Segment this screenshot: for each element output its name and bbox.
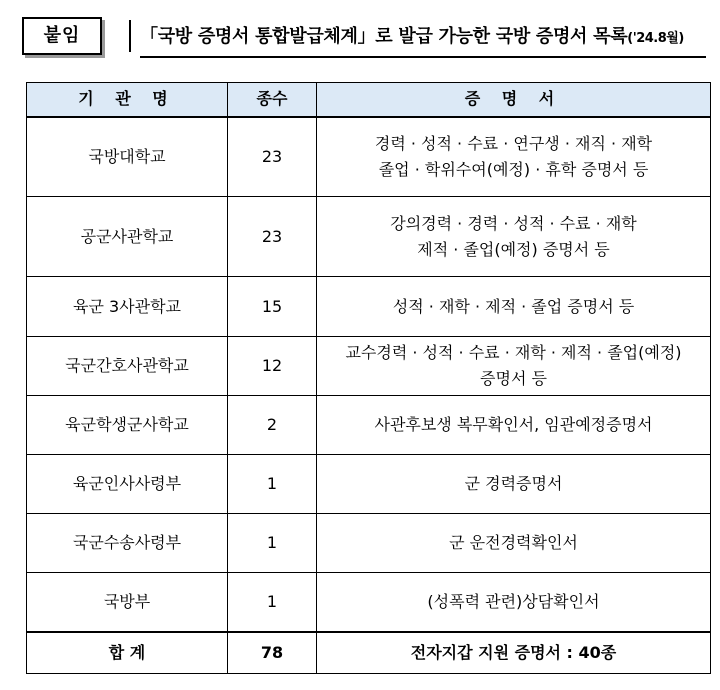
title-divider xyxy=(129,20,131,52)
org-name: 육군학생군사학교 xyxy=(27,396,228,455)
cert-list xyxy=(317,514,711,573)
column-header-count: 종수 xyxy=(228,83,317,117)
cert-line: 군 경력증명서 xyxy=(464,474,563,493)
cert-count: 1 xyxy=(228,514,317,573)
attachment-badge: 붙임 xyxy=(22,17,102,55)
cert-list xyxy=(317,455,711,514)
cert-count: 15 xyxy=(228,277,317,337)
cert-list xyxy=(317,197,711,277)
org-name: 육군인사사령부 xyxy=(27,455,228,514)
cert-list xyxy=(317,573,711,632)
cert-count: 12 xyxy=(228,337,317,396)
cert-line: 강의경력 · 경력 · 성적 · 수료 · 재학 xyxy=(390,213,637,233)
org-name: 국방대학교 xyxy=(27,117,228,197)
total-row xyxy=(27,632,711,674)
title-underline xyxy=(140,56,706,58)
total-count: 78 xyxy=(228,632,317,674)
cert-line: 사관후보생 복무확인서, 임관예정증명서 xyxy=(374,415,653,434)
cert-list xyxy=(317,337,711,396)
cert-line: 성적 · 재학 · 제적 · 졸업 증명서 등 xyxy=(392,296,635,316)
page-title xyxy=(140,22,684,48)
header xyxy=(22,14,706,62)
cert-count: 1 xyxy=(228,455,317,514)
table-row xyxy=(27,337,711,396)
cert-line: 제적 · 졸업(예정) 증명서 등 xyxy=(417,239,610,259)
table-header-row xyxy=(27,83,711,117)
table-row xyxy=(27,573,711,632)
cert-line: 경력 · 성적 · 수료 · 연구생 · 재직 · 재학 xyxy=(374,133,653,153)
table-row xyxy=(27,514,711,573)
cert-list xyxy=(317,277,711,337)
page-title-date: ('24.8월) xyxy=(627,31,684,46)
org-name: 공군사관학교 xyxy=(27,197,228,277)
total-note: 전자지갑 지원 증명서 : 40종 xyxy=(317,632,711,674)
cert-line: 군 운전경력확인서 xyxy=(449,533,578,552)
cert-list xyxy=(317,396,711,455)
table-row xyxy=(27,396,711,455)
cert-count: 23 xyxy=(228,117,317,197)
cert-count: 2 xyxy=(228,396,317,455)
column-header-certs: 증 명 서 xyxy=(317,83,711,117)
cert-line: 졸업 · 학위수여(예정) · 휴학 증명서 등 xyxy=(378,159,649,179)
certificate-table xyxy=(26,82,711,674)
total-label: 합 계 xyxy=(27,632,228,674)
cert-line: 교수경력 · 성적 · 수료 · 재학 · 제적 · 졸업(예정) xyxy=(345,343,682,362)
cert-line: 증명서 등 xyxy=(480,369,547,388)
org-name: 육군 3사관학교 xyxy=(27,277,228,337)
table-row xyxy=(27,117,711,197)
cert-list xyxy=(317,117,711,197)
table-row xyxy=(27,277,711,337)
page-title-text: 「국방 증명서 통합발급체계」로 발급 가능한 국방 증명서 목록 xyxy=(140,26,628,47)
table-row xyxy=(27,197,711,277)
cert-line: (성폭력 관련)상담확인서 xyxy=(427,591,600,611)
column-header-org: 기 관 명 xyxy=(27,83,228,117)
org-name: 국군간호사관학교 xyxy=(27,337,228,396)
table-row xyxy=(27,455,711,514)
org-name: 국군수송사령부 xyxy=(27,514,228,573)
org-name: 국방부 xyxy=(27,573,228,632)
cert-count: 23 xyxy=(228,197,317,277)
cert-count: 1 xyxy=(228,573,317,632)
